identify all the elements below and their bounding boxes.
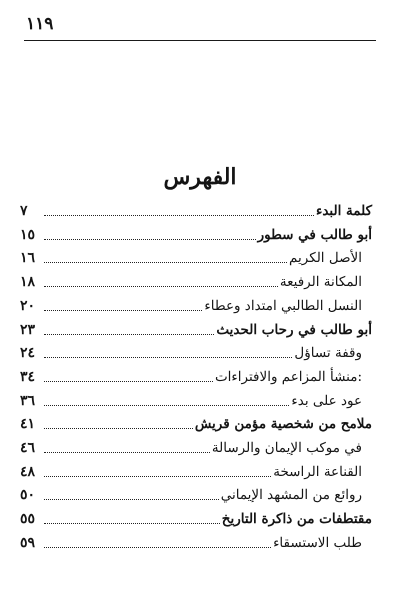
toc-entry-page-number: ١٨ — [20, 274, 36, 291]
toc-entry[interactable] — [20, 222, 372, 244]
toc-entry-label: ملامح من شخصية مؤمن قريش — [194, 416, 372, 433]
toc-entry-label: المكانة الرفيعة — [279, 274, 362, 291]
dot-leader — [44, 476, 271, 477]
toc-entry[interactable] — [20, 459, 372, 481]
dot-leader — [44, 334, 214, 335]
toc-entry-label: عود على بدء — [291, 392, 362, 409]
dot-leader — [44, 547, 271, 548]
toc-entry-page-number: ٤٨ — [20, 463, 36, 480]
toc-entry-page-number: ٣٦ — [20, 392, 36, 409]
toc-entry-label: مقتطفات من ذاكرة التاريخ — [221, 511, 372, 528]
dot-leader — [44, 262, 287, 263]
toc-entry[interactable] — [20, 269, 372, 291]
toc-entry-label: طلب الاستسقاء — [273, 534, 362, 551]
toc-entry[interactable] — [20, 245, 372, 267]
dot-leader — [44, 381, 213, 382]
dot-leader — [44, 357, 292, 358]
dot-leader — [44, 239, 256, 240]
toc-entry-page-number: ٢٤ — [20, 345, 36, 362]
toc-entry-page-number: ٣٤ — [20, 368, 36, 385]
toc-entry[interactable] — [20, 435, 372, 457]
toc-entry-label: منشأ المزاعم والافتراءات: — [214, 368, 362, 385]
toc-entry[interactable] — [20, 506, 372, 528]
header-rule — [24, 40, 376, 41]
dot-leader — [44, 523, 220, 524]
toc-entry-label: وقفة تساؤل — [294, 345, 362, 362]
toc-entry-label: في موكب الإيمان والرسالة — [211, 440, 362, 456]
toc-entry[interactable] — [20, 364, 372, 386]
toc-entry[interactable] — [20, 317, 372, 339]
toc-entry-label: روائع من المشهد الإيماني — [220, 487, 362, 504]
toc-entry-page-number: ٧ — [20, 203, 28, 219]
toc-entry[interactable] — [20, 530, 372, 552]
dot-leader — [44, 215, 314, 216]
toc-entry[interactable] — [20, 198, 372, 220]
dot-leader — [44, 405, 289, 406]
toc-entry-page-number: ٢٣ — [20, 321, 36, 338]
toc-entry-label: القناعة الراسخة — [273, 463, 362, 480]
toc-entry-page-number: ٤١ — [20, 416, 36, 433]
dot-leader — [44, 499, 219, 500]
toc-entry[interactable] — [20, 482, 372, 504]
toc-entry-page-number: ٥٩ — [20, 534, 36, 551]
toc-entry-page-number: ١٥ — [20, 226, 36, 243]
page-number: ١١٩ — [26, 14, 54, 34]
page-title: الفهرس — [163, 164, 237, 190]
toc-entry-page-number: ٥٠ — [20, 487, 36, 504]
toc-entry-page-number: ٥٥ — [20, 511, 36, 528]
dot-leader — [44, 452, 210, 453]
dot-leader — [44, 428, 193, 429]
toc-entry-label: أبو طالب في رحاب الحديث — [216, 321, 372, 338]
toc-entry[interactable] — [20, 293, 372, 315]
dot-leader — [44, 286, 278, 287]
toc-entry-label: كلمة البدء — [315, 203, 372, 219]
toc-entry[interactable] — [20, 411, 372, 433]
toc-entry[interactable] — [20, 388, 372, 410]
toc-entry-label: النسل الطالبي امتداد وعطاء — [204, 297, 362, 314]
toc-entry[interactable] — [20, 340, 372, 362]
toc-entry-page-number: ٤٦ — [20, 440, 36, 456]
toc-entry-page-number: ٢٠ — [20, 297, 36, 314]
toc-entry-label: أبو طالب في سطور — [257, 226, 372, 243]
toc-entry-page-number: ١٦ — [20, 250, 36, 267]
toc-entry-label: الأصل الكريم — [289, 250, 362, 267]
dot-leader — [44, 310, 202, 311]
